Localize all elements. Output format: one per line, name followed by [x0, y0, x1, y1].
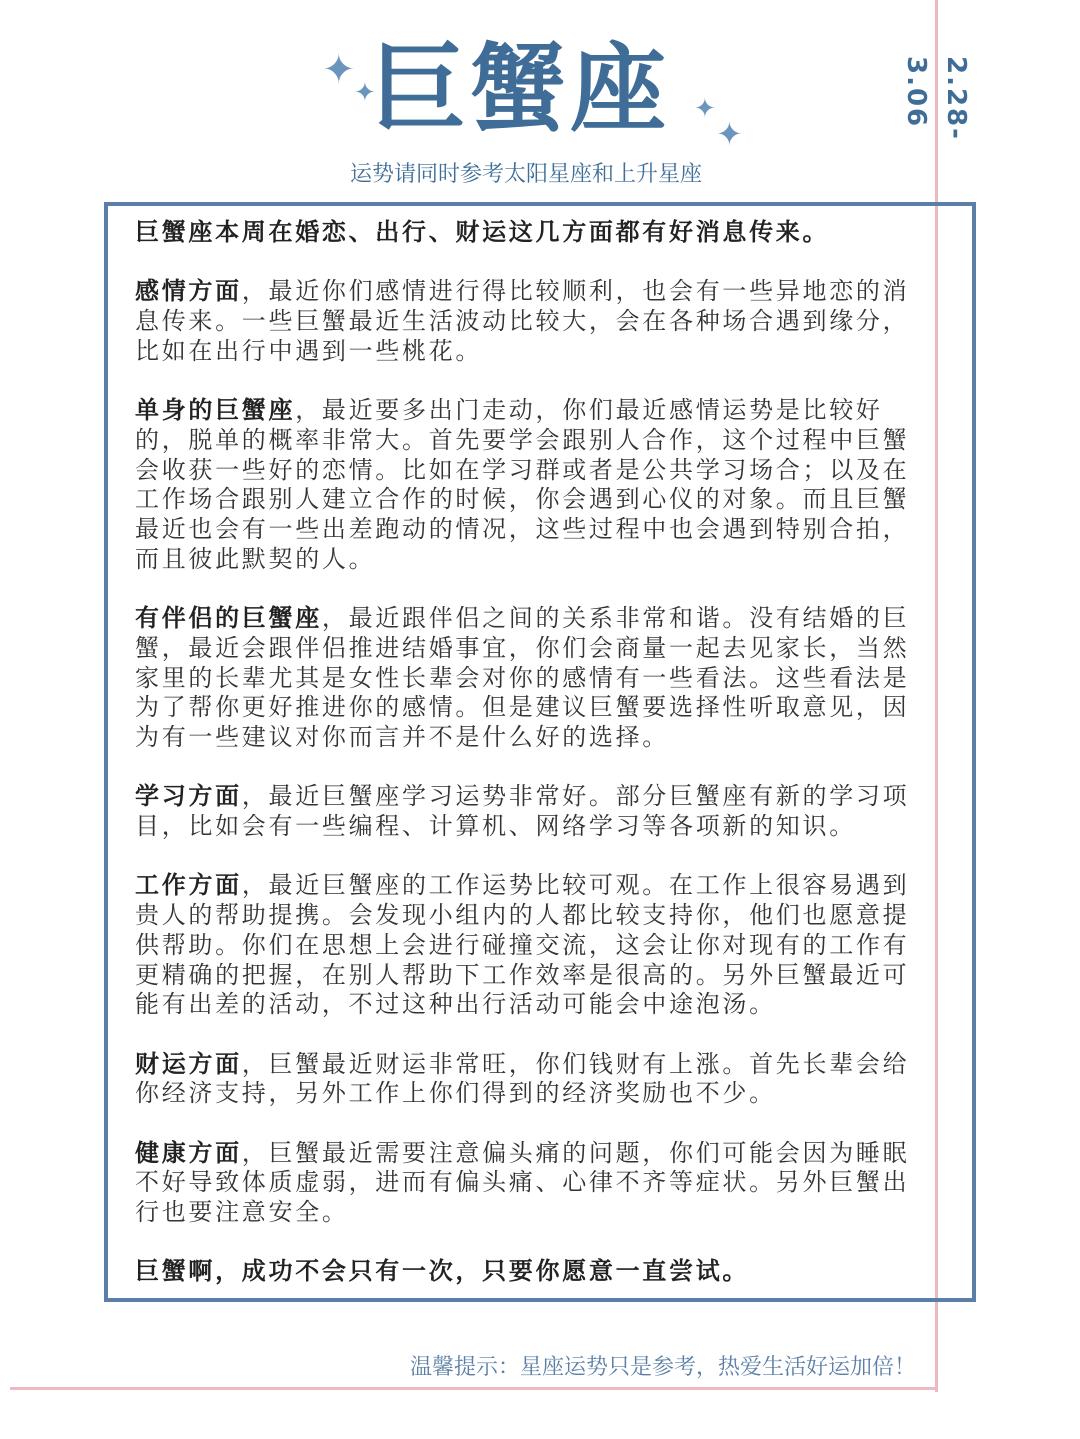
section-body: ，最近巨蟹座的工作运势比较可观。在工作上很容易遇到贵人的帮助提携。会发现小组内的人都比较支持你，他们也愿意提供帮助。你们在思想上会进行碰撞交流，这会让你对现有的工作有更精确的把握，在别人帮助下工作效率是很高的。另外巨蟹最近可能有出差的活动，不过这种出行活动可能会中途泡汤。 — [135, 871, 910, 1019]
closing-text: 巨蟹啊，成功不会只有一次，只要你愿意一直尝试。 — [135, 1257, 750, 1286]
section-heading: 财运方面 — [135, 1049, 242, 1078]
date-range: 2.28-3.06 — [901, 56, 971, 141]
closing-paragraph — [135, 1257, 935, 1287]
section-heading: 有伴侣的巨蟹座 — [135, 604, 322, 633]
section-body: ，最近要多出门走动，你们最近感情运势是比较好的，脱单的概率非常大。首先要学会跟别人合作，这个过程中巨蟹会收获一些好的恋情。比如在学习群或者是公共学习场合；以及在工作场合跟别人建立合作的时候，你会遇到心仪的对象。而且巨蟹最近也会有一些出差跑动的情况，这些过程中也会遇到特别合拍，而且彼此默契的人。 — [135, 396, 910, 573]
sparkle-icon: ✦ — [322, 47, 356, 93]
horoscope-text — [135, 218, 935, 1317]
sparkle-icon: ✦ — [694, 94, 716, 124]
section-body: ，最近巨蟹座学习运势非常好。部分巨蟹座有新的学习项目，比如会有一些编程、计算机、网络学习等各项新的知识。 — [135, 782, 910, 840]
section-heading: 健康方面 — [135, 1138, 242, 1167]
section-wealth — [135, 1050, 935, 1109]
page-title: 巨蟹座 — [370, 33, 670, 145]
section-body: ，巨蟹最近需要注意偏头痛的问题，你们可能会因为睡眠不好导致体质虚弱，进而有偏头痛、心律不齐等症状。另外巨蟹出行也要注意安全。 — [135, 1138, 910, 1227]
section-body: ，巨蟹最近财运非常旺，你们钱财有上涨。首先长辈会给你经济支持，另外工作上你们得到的经济奖励也不少。 — [135, 1049, 910, 1108]
section-heading: 工作方面 — [135, 871, 242, 900]
intro-text: 巨蟹座本周在婚恋、出行、财运这几方面都有好消息传来。 — [135, 218, 830, 246]
section-heading: 学习方面 — [135, 782, 242, 811]
section-study — [135, 782, 935, 841]
page-subtitle: 运势请同时参考太阳星座和上升星座 — [349, 162, 702, 187]
section-partnered — [135, 604, 935, 753]
section-body: ，最近跟伴侣之间的关系非常和谐。没有结婚的巨蟹，最近会跟伴侣推进结婚事宜，你们会商量一起去见家长，当然家里的长辈尤其是女性长辈会对你的感情有一些看法。这些看法是为了帮你更好推进你的感情。但是建议巨蟹要选择性听取意见，因为有一些建议对你而言并不是什么好的选择。 — [135, 604, 910, 751]
pink-horizontal-rule — [10, 1387, 938, 1390]
section-heading: 感情方面 — [135, 277, 242, 306]
section-work — [135, 871, 935, 1020]
sparkle-icon: ✦ — [716, 115, 743, 153]
section-single — [135, 396, 935, 574]
section-love — [135, 277, 935, 366]
sparkle-icon: ✦ — [354, 78, 376, 108]
intro-paragraph — [135, 218, 935, 248]
section-body: ，最近你们感情进行得比较顺利，也会有一些异地恋的消息传来。一些巨蟹最近生活波动比较大，会在各种场合遇到缘分，比如在出行中遇到一些桃花。 — [135, 277, 910, 365]
section-health — [135, 1139, 935, 1228]
footer-tip: 温馨提示：星座运势只是参考，热爱生活好运加倍！ — [409, 1355, 916, 1380]
section-heading: 单身的巨蟹座 — [135, 396, 296, 425]
